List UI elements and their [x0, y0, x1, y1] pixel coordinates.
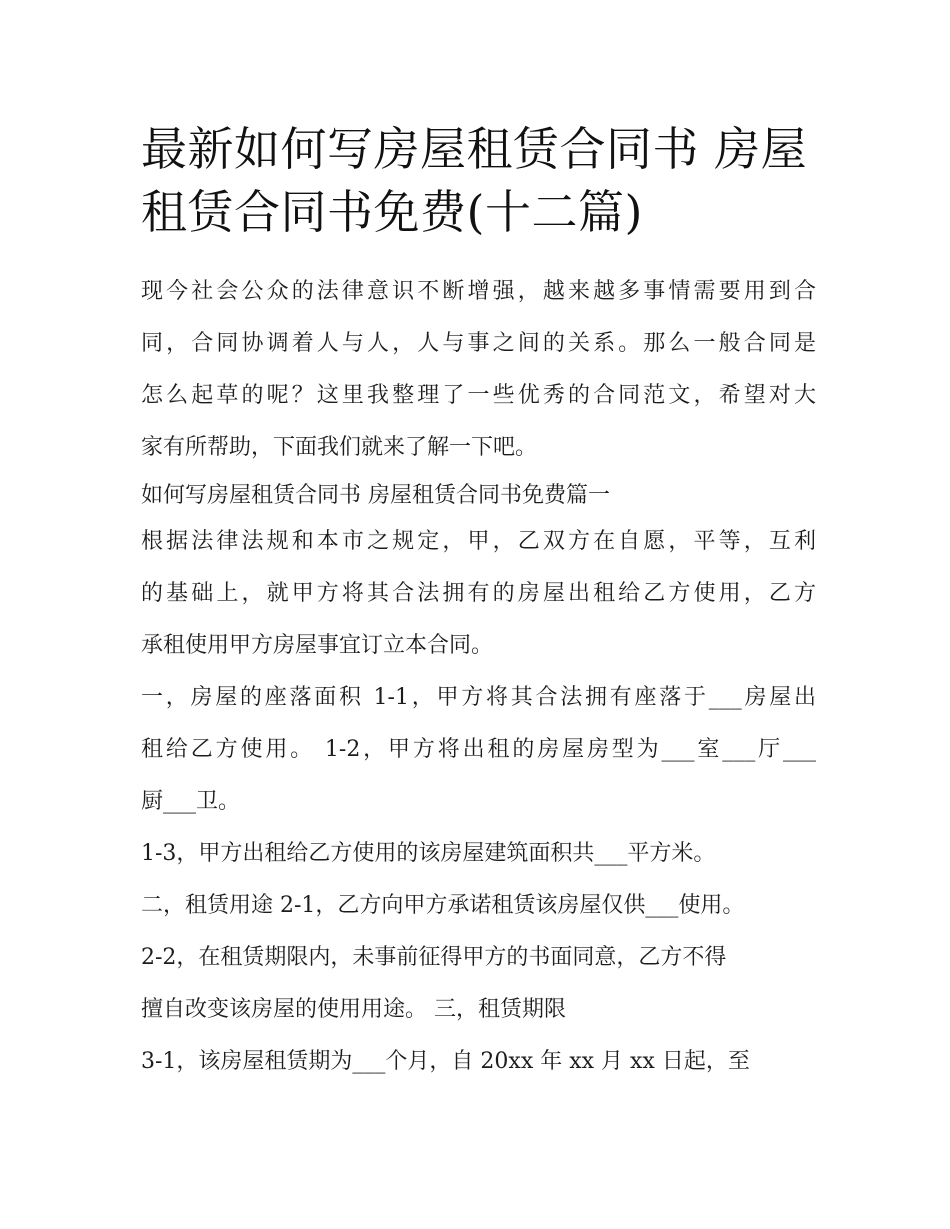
body-line: 怎么起草的呢？这里我整理了一些优秀的合同范文，希望对大 — [141, 383, 816, 408]
body-line: 二，租赁用途 2-1，乙方向甲方承诺租赁该房屋仅供___使用。 — [141, 893, 745, 918]
body-line: 同，合同协调着人与人，人与事之间的关系。那么一般合同是 — [141, 331, 816, 356]
body-line: 现今社会公众的法律意识不断增强，越来越多事情需要用到合 — [141, 279, 816, 304]
body-line: 的基础上，就甲方将其合法拥有的房屋出租给乙方使用，乙方 — [141, 581, 816, 606]
body-line: 根据法律法规和本市之规定，甲，乙双方在自愿，平等，互利 — [141, 529, 816, 554]
document-page — [141, 118, 816, 1098]
body-line: 1-3，甲方出租给乙方使用的该房屋建筑面积共___平方米。 — [141, 841, 716, 866]
body-line: 家有所帮助，下面我们就来了解一下吧。 — [141, 435, 538, 460]
body-line: 厨___卫。 — [141, 789, 241, 814]
body-line: 一，房屋的座落面积 1-1，甲方将其合法拥有座落于___房屋出 — [141, 685, 816, 710]
body-line: 承租使用甲方房屋事宜订立本合同。 — [141, 633, 494, 658]
document-title: 最新如何写房屋租赁合同书 房屋租赁合同书免费(十二篇) — [141, 122, 808, 239]
body-line: 3-1，该房屋租赁期为___个月，自 20xx 年 xx 月 xx 日起，至 — [141, 1049, 750, 1074]
body-line: 2-2，在租赁期限内，未事前征得甲方的书面同意，乙方不得 — [141, 945, 727, 970]
section-heading: 如何写房屋租赁合同书 房屋租赁合同书免费篇一 — [141, 483, 610, 508]
document-body — [141, 276, 816, 1098]
body-line: 擅自改变该房屋的使用用途。 三，租赁期限 — [141, 997, 566, 1022]
body-line: 租给乙方使用。 1-2，甲方将出租的房屋房型为___室___厅___ — [141, 737, 816, 762]
